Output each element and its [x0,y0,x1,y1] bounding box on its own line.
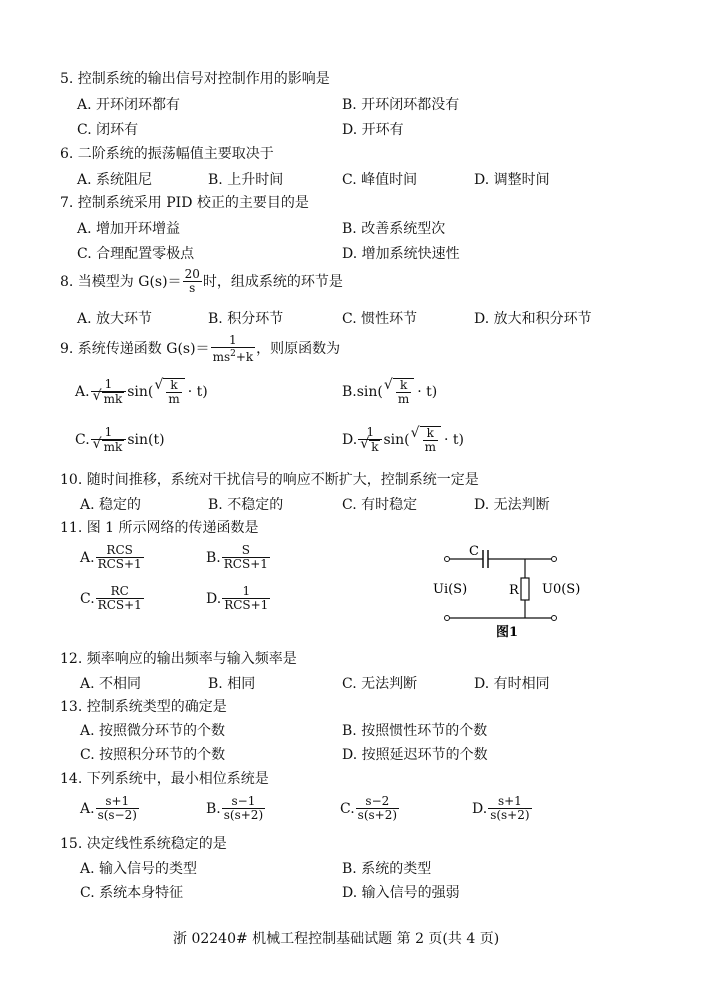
q9-frac-den-sup: 2 [230,349,236,359]
q8-option-a: A. 放大环节 [77,311,153,327]
q12-option-b: B. 相同 [208,676,256,692]
q5-option-d: D. 开环有 [342,122,404,138]
q11-b-frac [222,544,270,571]
q9-a-coef [91,378,127,406]
q6-option-c: C. 峰值时间 [342,172,418,188]
q14-b-den: s(s+2) [223,808,264,822]
q9-d-root-wrap [410,426,441,454]
q10-option-a: A. 稳定的 [80,497,142,513]
q9-a-k: √ k [170,378,178,392]
q11-d-den: RCS+1 [224,598,269,612]
q11-stem: 11. 图 1 所示网络的传递函数是 [60,520,259,536]
q9-option-c [75,426,165,454]
q7-option-b: B. 改善系统型次 [342,221,446,237]
q9-d-coef [358,426,382,454]
q9-frac-num: 1 [229,333,237,347]
q12-option-d: D. 有时相同 [474,676,550,692]
q13-stem: 13. 控制系统类型的确定是 [60,699,227,715]
q12-option-c: C. 无法判断 [342,676,418,692]
figure1-caption: 图1 [496,625,519,640]
page-footer: 浙 02240# 机械工程控制基础试题 第 2 页(共 4 页) [173,931,500,947]
q14-option-b [206,795,266,822]
q7-option-c: C. 合理配置零极点 [77,246,195,262]
q7-stem: 7. 控制系统采用 PID 校正的主要目的是 [60,195,309,211]
q12-stem: 12. 频率响应的输出频率与输入频率是 [60,651,297,667]
q6-option-a: A. 系统阻尼 [77,172,153,188]
q9-c-coef-num: 1 [104,425,113,439]
q11-c-den: RCS+1 [97,598,142,612]
q11-option-d [206,585,271,612]
q6-option-d: D. 调整时间 [474,172,550,188]
q9-d-m: m [424,440,436,454]
q14-option-d [472,795,533,822]
q7-option-a: A. 增加开环增益 [77,221,181,237]
q11-option-c [80,585,145,612]
q10-option-c: C. 有时稳定 [342,497,418,513]
q9-a-root-wrap [153,378,184,406]
q14-a-num: s+1 [105,794,130,808]
q14-a-frac [96,795,139,822]
q9-b-tail: · t) [417,384,438,400]
q11-b-label: B. [206,549,221,566]
q15-option-d: D. 输入信号的强弱 [342,885,460,901]
q14-d-den: s(s+2) [490,808,530,822]
q7-option-d: D. 增加系统快速性 [342,246,460,262]
q8-stem-post: 时，组成系统的环节是 [202,273,343,290]
resistor-label: R [509,583,519,598]
q14-d-frac [488,795,531,822]
q9-option-d [342,426,464,454]
q11-c-num: RC [110,584,129,598]
q9-d-k: √ k [426,426,434,440]
q11-option-a [80,544,145,571]
q11-a-frac [96,544,144,571]
q9-c-coef-root: √ mk [102,440,125,454]
q9-d-sin: sin( [383,432,410,448]
q14-stem: 14. 下列系统中，最小相位系统是 [60,771,269,787]
q9-b-root-wrap [383,378,414,406]
q14-c-den: s(s+2) [357,808,398,822]
q8-option-b: B. 积分环节 [208,311,284,327]
q8-option-c: C. 惯性环节 [342,311,418,327]
q9-b-sin: sin( [356,384,383,400]
q15-stem: 15. 决定线性系统稳定的是 [60,836,227,852]
q13-option-d: D. 按照延迟环节的个数 [342,747,488,763]
q11-option-b [206,544,271,571]
q9-d-label: D. [342,432,358,448]
q9-d-coef-root: √ k [369,440,380,454]
q8-stem [60,268,343,295]
q9-a-coef-den [91,391,127,406]
q9-a-sin: sin( [127,384,154,400]
q8-frac-num: 20 [184,267,200,281]
q14-d-num: s+1 [497,794,522,808]
q14-a-label: A. [80,800,95,817]
q12-option-a: A. 不相同 [80,676,142,692]
q11-c-label: C. [80,590,95,607]
q14-a-den: s(s−2) [97,808,137,822]
q15-option-b: B. 系统的类型 [342,861,432,877]
q8-fraction [183,268,202,295]
q9-a-coef-root: √ mk [102,392,125,406]
q11-b-num: S [241,543,250,557]
q10-stem: 10. 随时间推移，系统对干扰信号的响应不断扩大，控制系统一定是 [60,472,479,488]
q9-d-coef-den [358,439,382,454]
q8-option-d: D. 放大和积分环节 [474,311,592,327]
q14-b-frac [222,795,265,822]
q13-option-a: A. 按照微分环节的个数 [80,723,226,739]
q8-stem-pre: 8. 当模型为 G(s)＝ [60,273,182,290]
q5-option-a: A. 开环闭环都有 [77,97,181,113]
q9-option-b [342,378,437,406]
q14-b-label: B. [206,800,221,817]
terminal-in-top [445,557,450,562]
output-voltage-label: U0(S) [542,582,581,597]
q11-b-den: RCS+1 [223,557,268,571]
q9-d-root [420,426,441,454]
q9-b-km [396,379,411,406]
q9-a-root [163,378,184,406]
q14-option-a [80,795,140,822]
q11-a-num: RCS [106,543,133,557]
q8-frac-den: s [183,281,202,295]
q14-c-label: C. [340,800,355,817]
q11-a-den: RCS+1 [97,557,142,571]
q11-d-frac [222,585,270,612]
terminal-in-bottom [445,616,450,621]
q11-a-label: A. [80,549,95,566]
figure1-circuit [425,538,595,643]
q11-c-frac [96,585,144,612]
resistor [521,578,529,600]
q9-stem [60,334,340,364]
q9-d-tail: · t) [444,432,464,448]
q9-option-a [75,378,208,406]
q9-b-m: m [397,392,410,406]
q15-option-c: C. 系统本身特征 [80,885,184,901]
q9-c-coef [91,426,127,454]
q9-frac-den-a: ms [212,350,231,364]
q9-a-coef-num: 1 [104,377,113,391]
q9-frac-den [211,347,256,364]
q9-frac-den-b: +k [235,350,254,364]
q15-option-a: A. 输入信号的类型 [80,861,198,877]
q14-c-frac [356,795,399,822]
q9-a-m: m [168,392,180,406]
q6-stem: 6. 二阶系统的振荡幅值主要取决于 [60,146,274,162]
q9-c-tail: sin(t) [127,432,165,448]
q10-option-b: B. 不稳定的 [208,497,284,513]
q9-stem-pre: 9. 系统传递函数 G(s)＝ [60,341,210,357]
q10-option-d: D. 无法判断 [474,497,550,513]
q6-option-b: B. 上升时间 [208,172,284,188]
q9-a-label: A. [75,384,90,400]
q9-d-km [423,427,438,454]
q9-b-root [393,378,414,406]
capacitor-label: C [469,544,479,559]
q5-option-c: C. 闭环有 [77,122,139,138]
input-voltage-label: Ui(S) [433,582,468,597]
q9-b-k: √ k [399,378,408,392]
q14-d-label: D. [472,800,488,817]
q11-d-num: 1 [242,584,251,598]
terminal-out-top [552,557,557,562]
q9-a-tail: · t) [187,384,208,400]
q9-d-coef-num: 1 [366,425,375,439]
q14-option-c [340,795,400,822]
q9-c-label: C. [75,432,90,448]
q13-option-b: B. 按照惯性环节的个数 [342,723,488,739]
q14-b-num: s−1 [231,794,256,808]
q9-fraction [211,334,256,364]
q11-d-label: D. [206,590,222,607]
q5-stem: 5. 控制系统的输出信号对控制作用的影响是 [60,71,330,87]
q9-a-km [166,379,181,406]
q9-c-coef-den [91,439,127,454]
q5-option-b: B. 开环闭环都没有 [342,97,460,113]
terminal-out-bottom [552,616,557,621]
q9-stem-post: ，则原函数为 [256,341,341,357]
q14-c-num: s−2 [365,794,390,808]
q13-option-c: C. 按照积分环节的个数 [80,747,226,763]
q9-b-label: B. [342,384,357,400]
